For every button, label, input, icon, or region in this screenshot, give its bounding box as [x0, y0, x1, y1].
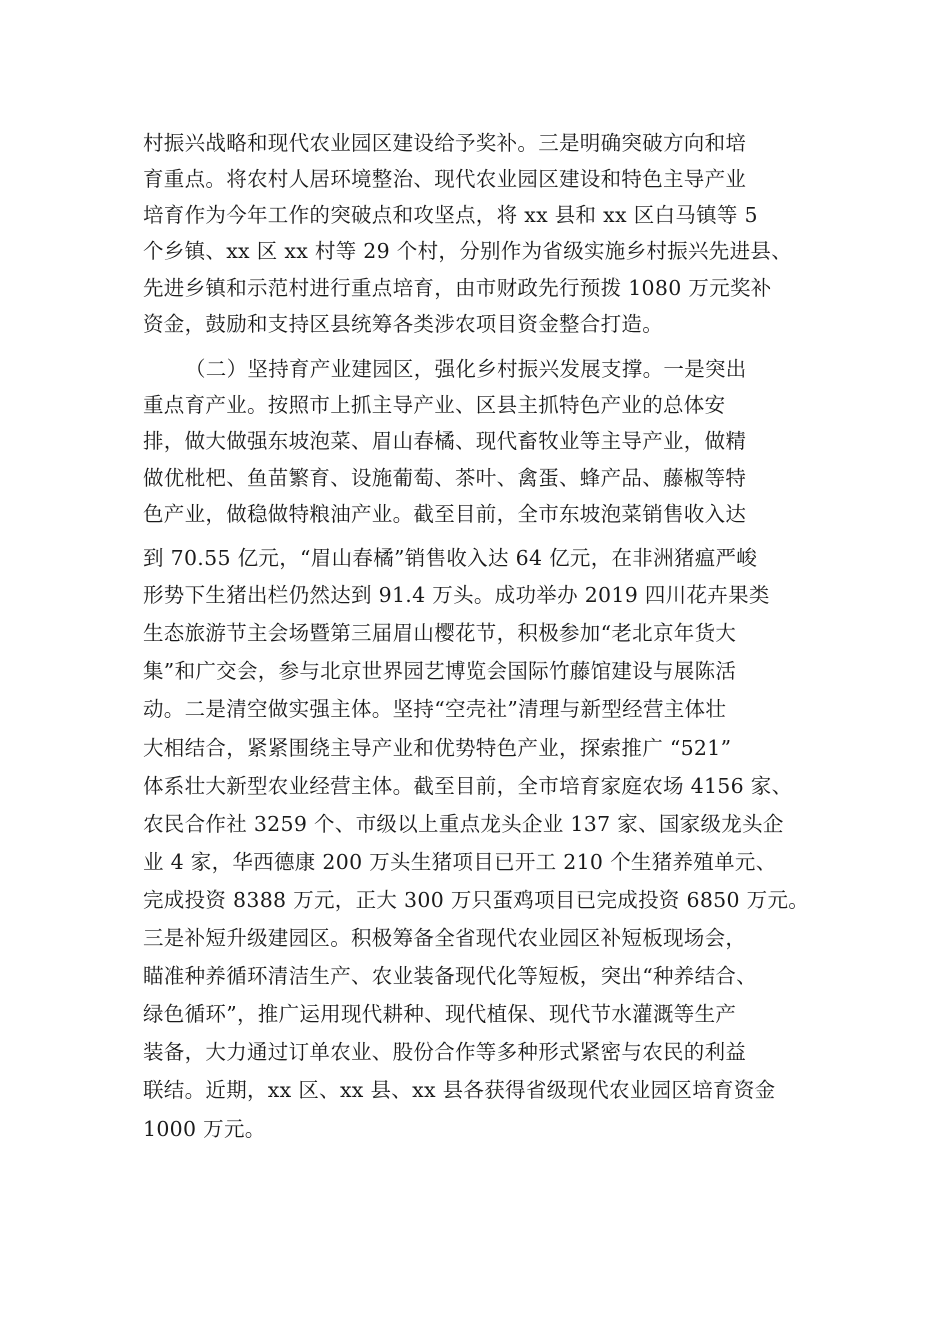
text-line: 生态旅游节主会场暨第三届眉山樱花节，积极参加“老北京年货大 [143, 621, 737, 645]
text-line: 装备，大力通过订单农业、股份合作等多种形式紧密与农民的利益 [143, 1040, 747, 1064]
text-line: 联结。近期，xx 区、xx 县、xx 县各获得省级现代农业园区培育资金 [143, 1078, 776, 1102]
text-line: 培育作为今年工作的突破点和攻坚点，将 xx 县和 xx 区白马镇等 5 [143, 203, 758, 227]
text-line: 先进乡镇和示范村进行重点培育，由市财政先行预拨 1080 万元奖补 [143, 276, 772, 300]
paragraph-heading-line: （二）坚持育产业建园区，强化乡村振兴发展支撑。一是突出 [185, 357, 747, 381]
text-line: 业 4 家，华西德康 200 万头生猪项目已开工 210 个生猪养殖单元、 [143, 850, 777, 874]
text-line: 集”和广交会，参与北京世界园艺博览会国际竹藤馆建设与展陈活 [143, 659, 737, 683]
text-line: 形势下生猪出栏仍然达到 91.4 万头。成功举办 2019 四川花卉果类 [143, 583, 770, 607]
text-line: 色产业，做稳做特粮油产业。截至目前，全市东坡泡菜销售收入达 [143, 502, 747, 526]
text-line: 资金，鼓励和支持区县统筹各类涉农项目资金整合打造。 [143, 312, 663, 336]
text-line: 绿色循环”，推广运用现代耕种、现代植保、现代节水灌溉等生产 [143, 1002, 737, 1026]
text-line: 完成投资 8388 万元，正大 300 万只蛋鸡项目已完成投资 6850 万元。 [143, 888, 810, 912]
text-line: 1000 万元。 [143, 1117, 266, 1141]
text-line: 村振兴战略和现代农业园区建设给予奖补。三是明确突破方向和培 [143, 131, 747, 155]
text-line: 到 70.55 亿元，“眉山春橘”销售收入达 64 亿元，在非洲猪瘟严峻 [143, 546, 758, 570]
text-line: 做优枇杷、鱼苗繁育、设施葡萄、茶叶、禽蛋、蜂产品、藤椒等特 [143, 466, 747, 490]
text-line: 瞄准种养循环清洁生产、农业装备现代化等短板，突出“种养结合、 [143, 964, 757, 988]
text-line: 农民合作社 3259 个、市级以上重点龙头企业 137 家、国家级龙头企 [143, 812, 784, 836]
text-line: 体系壮大新型农业经营主体。截至目前，全市培育家庭农场 4156 家、 [143, 774, 793, 798]
text-line: 个乡镇、xx 区 xx 村等 29 个村，分别作为省级实施乡村振兴先进县、 [143, 239, 793, 263]
text-line: 动。二是清空做实强主体。坚持“空壳社”清理与新型经营主体壮 [143, 697, 727, 721]
text-line: 三是补短升级建园区。积极筹备全省现代农业园区补短板现场会， [143, 926, 747, 950]
text-line: 育重点。将农村人居环境整治、现代农业园区建设和特色主导产业 [143, 167, 747, 191]
text-line: 重点育产业。按照市上抓主导产业、区县主抓特色产业的总体安 [143, 393, 726, 417]
text-line: 排，做大做强东坡泡菜、眉山春橘、现代畜牧业等主导产业，做精 [143, 429, 747, 453]
text-line: 大相结合，紧紧围绕主导产业和优势特色产业，探索推广 “521” [143, 736, 732, 760]
